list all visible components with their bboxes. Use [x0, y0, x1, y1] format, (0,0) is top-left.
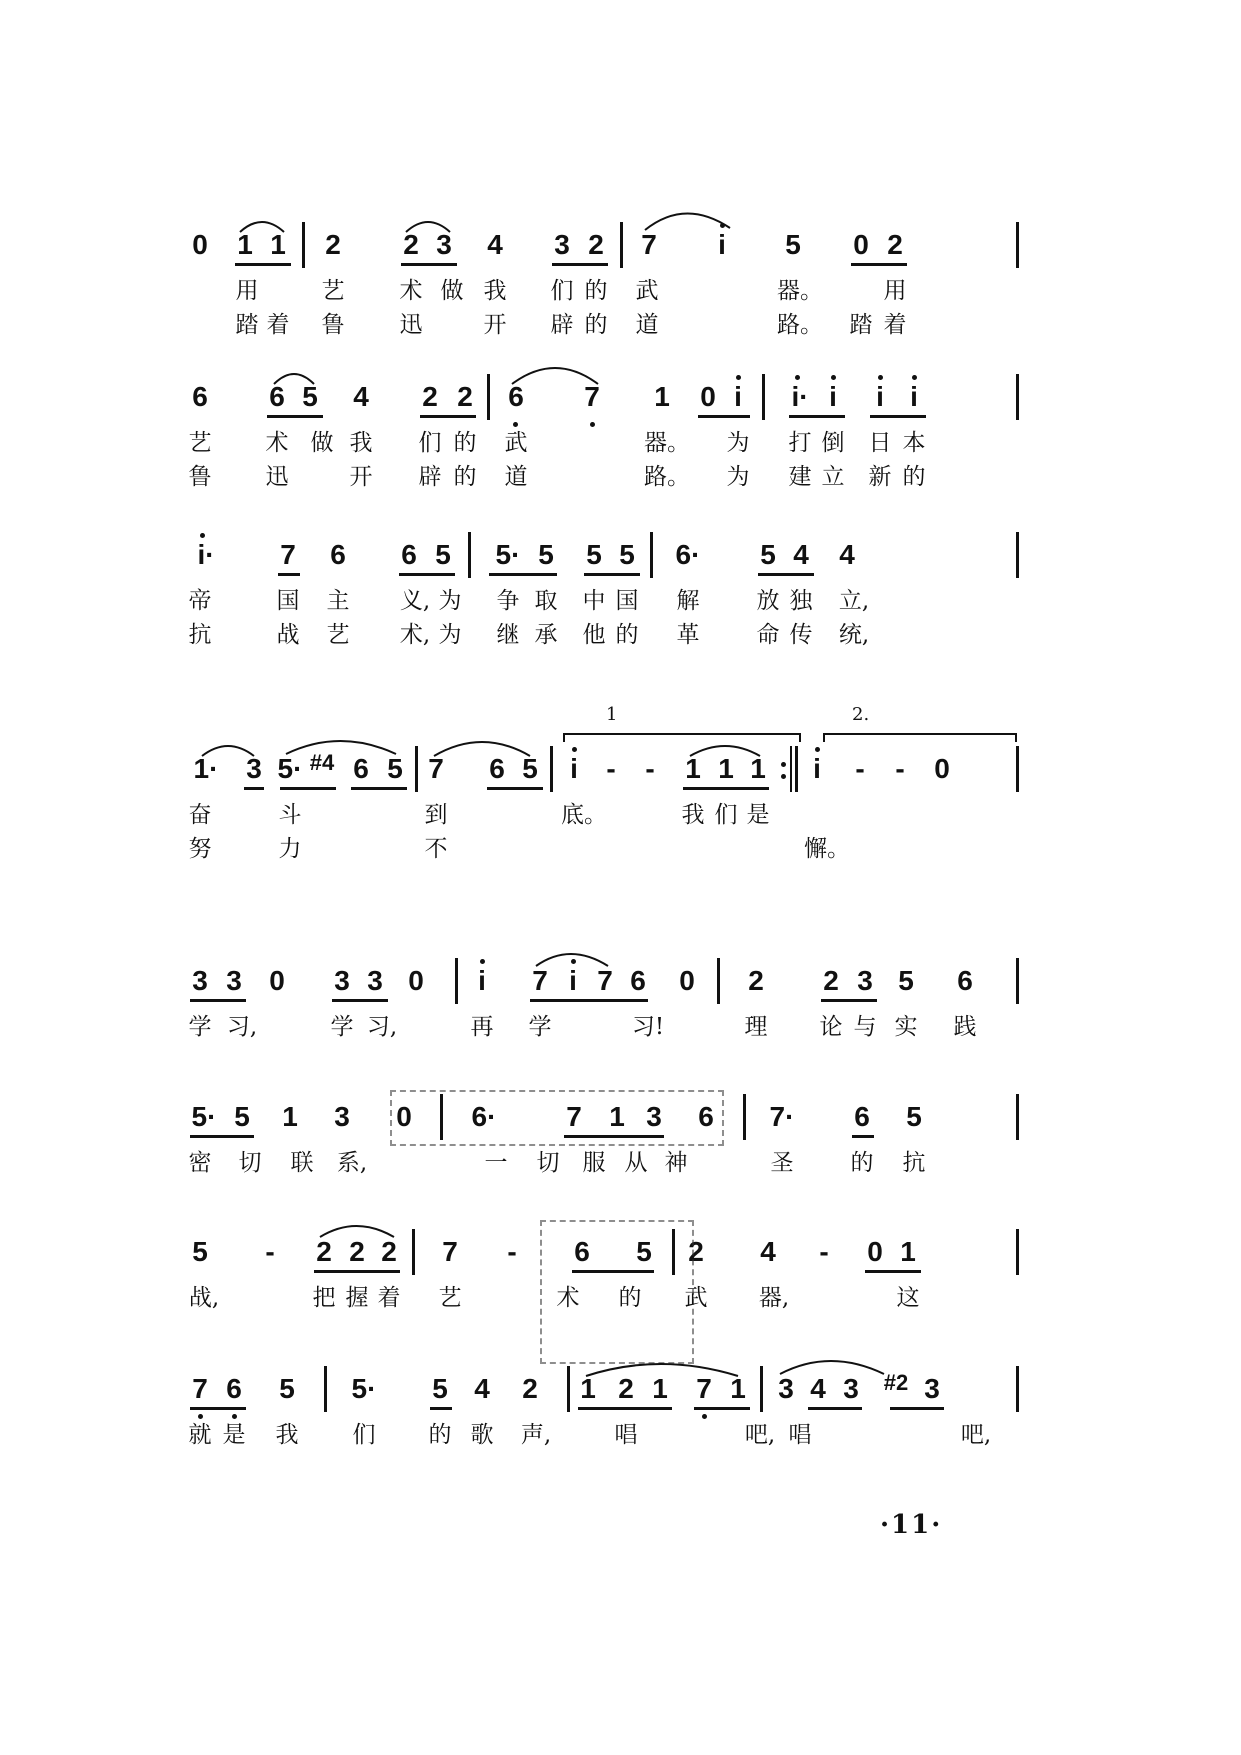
- note: 0: [867, 1236, 883, 1267]
- volta-1-label: 1: [606, 704, 618, 725]
- lyric: 着: [266, 312, 290, 338]
- lyric: 切: [238, 1150, 262, 1176]
- note: 6: [630, 965, 646, 996]
- note: 2: [403, 229, 419, 260]
- note: 7: [442, 1236, 458, 1267]
- note: 1: [718, 753, 734, 784]
- lyric: 艺: [188, 430, 212, 456]
- lyric: 为: [726, 464, 750, 490]
- note: 1: [685, 753, 701, 784]
- notes-row: [190, 370, 1020, 422]
- page-number: ·11·: [880, 1510, 943, 1540]
- lyric: 实: [894, 1014, 918, 1040]
- lyric: 道: [504, 464, 528, 490]
- note: 4: [474, 1373, 490, 1404]
- lyric: 义,: [399, 588, 431, 614]
- lyric: 学: [528, 1014, 552, 1040]
- note: 3: [367, 965, 383, 996]
- lyric: 立: [821, 464, 845, 490]
- note: 5: [538, 539, 554, 570]
- underline: [278, 573, 300, 576]
- note: i: [718, 229, 726, 260]
- lyric: 艺: [438, 1285, 462, 1311]
- lyric: 中: [582, 588, 606, 614]
- lyric: 武: [504, 430, 528, 456]
- lyric: 抗: [188, 622, 212, 648]
- note: 1: [609, 1101, 625, 1132]
- note: 5·: [351, 1373, 377, 1404]
- lyric: 奋: [188, 802, 212, 828]
- note: 6: [957, 965, 973, 996]
- lyric: 这: [896, 1285, 920, 1311]
- score-system-5: [190, 954, 1020, 1094]
- lyric: 我: [349, 430, 373, 456]
- lyric: 命: [756, 622, 780, 648]
- lyric: 们: [352, 1422, 376, 1448]
- note: 7: [192, 1373, 208, 1404]
- lyric: 的: [428, 1422, 452, 1448]
- note: 5: [636, 1236, 652, 1267]
- note: 3: [857, 965, 873, 996]
- note: 7: [696, 1373, 712, 1404]
- barline: [650, 532, 653, 578]
- note: 7: [597, 965, 613, 996]
- note: 2: [823, 965, 839, 996]
- lyric: 开: [483, 312, 507, 338]
- lyric: 辟: [550, 312, 574, 338]
- note: 5: [619, 539, 635, 570]
- lyric: 立,: [838, 588, 870, 614]
- note: 3: [246, 753, 262, 784]
- note: 1: [900, 1236, 916, 1267]
- lyric: 的: [618, 1285, 642, 1311]
- note: 6: [192, 381, 208, 412]
- note: 3: [334, 1101, 350, 1132]
- note: 5: [387, 753, 403, 784]
- lyric: 艺: [326, 622, 350, 648]
- lyric: 密: [188, 1150, 212, 1176]
- note: 2: [688, 1236, 704, 1267]
- lyric: 力: [278, 836, 302, 862]
- note: 0: [679, 965, 695, 996]
- note: 6: [854, 1101, 870, 1132]
- notes-row: [190, 528, 1020, 580]
- lyric: 日: [868, 430, 892, 456]
- note: 5·: [495, 539, 521, 570]
- note: 7: [280, 539, 296, 570]
- note: 6·: [675, 539, 701, 570]
- lyric: 我: [681, 802, 705, 828]
- lyric: 习,: [366, 1014, 398, 1040]
- lyric: 他: [582, 622, 606, 648]
- lyric: 学: [188, 1014, 212, 1040]
- note: 4: [487, 229, 503, 260]
- note: 5: [785, 229, 801, 260]
- lyric: 统,: [838, 622, 870, 648]
- note: 7: [428, 753, 444, 784]
- lyric: 神: [664, 1150, 688, 1176]
- note: #2: [883, 1370, 909, 1395]
- lyric: 鲁: [321, 312, 345, 338]
- slurs: [190, 954, 1020, 1014]
- note: 3: [554, 229, 570, 260]
- underline: [852, 1135, 874, 1138]
- lyric: 艺: [321, 278, 345, 304]
- note: 0: [192, 229, 208, 260]
- lyric: 的: [584, 312, 608, 338]
- notes-row: [190, 1362, 1020, 1414]
- note: 7: [641, 229, 657, 260]
- lyric: 把: [312, 1285, 336, 1311]
- note: 5: [435, 539, 451, 570]
- note: 2: [588, 229, 604, 260]
- lyric: 器。: [777, 278, 823, 304]
- lyric: 是: [746, 802, 770, 828]
- note: i: [570, 753, 578, 784]
- high-octave-dot: [200, 533, 205, 538]
- note: 6·: [471, 1101, 497, 1132]
- lyric: 道: [635, 312, 659, 338]
- note: 3: [843, 1373, 859, 1404]
- note: 3: [334, 965, 350, 996]
- score-system-3: [190, 528, 1020, 668]
- slurs: [190, 742, 1020, 802]
- lyric: 的: [584, 278, 608, 304]
- lyric: 取: [534, 588, 558, 614]
- lyric: 习,: [226, 1014, 258, 1040]
- lyric: 辟: [418, 464, 442, 490]
- note: 1: [652, 1373, 668, 1404]
- slurs: [190, 1225, 1020, 1285]
- lyric: 践: [953, 1014, 977, 1040]
- note: 6: [330, 539, 346, 570]
- lyric: 迅: [399, 312, 423, 338]
- lyric: 圣: [770, 1150, 794, 1176]
- barline: [743, 1094, 746, 1140]
- note: 3: [924, 1373, 940, 1404]
- note: i: [829, 381, 837, 412]
- lyric: 抗: [902, 1150, 926, 1176]
- note: 6: [269, 381, 285, 412]
- lyric: 用: [883, 278, 907, 304]
- notes-row: [190, 1225, 1020, 1277]
- lyric: 们: [714, 802, 738, 828]
- note: 5: [302, 381, 318, 412]
- notes-row: [190, 954, 1020, 1006]
- lyric: 踏: [235, 312, 259, 338]
- lyric: 努: [188, 836, 212, 862]
- lyric: 们: [418, 430, 442, 456]
- note: i: [876, 381, 884, 412]
- lyric: 系,: [336, 1150, 368, 1176]
- lyric: 迅: [265, 464, 289, 490]
- note: 4: [353, 381, 369, 412]
- note: 1: [237, 229, 253, 260]
- lyric: 武: [635, 278, 659, 304]
- note: 5: [432, 1373, 448, 1404]
- slurs: [190, 218, 1020, 278]
- lyric: 主: [326, 588, 350, 614]
- lyric: 我: [275, 1422, 299, 1448]
- note: 6: [401, 539, 417, 570]
- lyric: 唱: [614, 1422, 638, 1448]
- note: 5: [192, 1236, 208, 1267]
- lyric: 解: [676, 588, 700, 614]
- note: 0: [408, 965, 424, 996]
- lyric: 开: [349, 464, 373, 490]
- score-system-2: [190, 370, 1020, 510]
- note: 1: [654, 381, 670, 412]
- note: 4: [793, 539, 809, 570]
- barline: [1016, 1094, 1019, 1140]
- note: -: [819, 1236, 829, 1267]
- note: 2: [522, 1373, 538, 1404]
- lyric: 唱: [788, 1422, 812, 1448]
- note: -: [606, 753, 616, 784]
- lyric: 路。: [644, 464, 690, 490]
- note: 6: [574, 1236, 590, 1267]
- lyric: 独: [789, 588, 813, 614]
- note: 2: [748, 965, 764, 996]
- lyric: 一: [484, 1150, 508, 1176]
- lyric: 与: [853, 1014, 877, 1040]
- lyric: 论: [819, 1014, 843, 1040]
- note: 6: [508, 381, 524, 412]
- note: 4: [839, 539, 855, 570]
- notes-row: [190, 742, 1020, 794]
- note: 0: [934, 753, 950, 784]
- lyric: 建: [788, 464, 812, 490]
- note: i: [734, 381, 742, 412]
- lyric: 为: [438, 588, 462, 614]
- note: i·: [197, 539, 215, 570]
- lyric: 习!: [631, 1014, 665, 1040]
- lyric: 到: [424, 802, 448, 828]
- note: -: [645, 753, 655, 784]
- slurs: [190, 370, 1020, 430]
- note: 3: [778, 1373, 794, 1404]
- lyric: 打: [788, 430, 812, 456]
- lyric: 倒: [821, 430, 845, 456]
- lyric: 器。: [644, 430, 690, 456]
- note: 4: [810, 1373, 826, 1404]
- note: 1: [580, 1373, 596, 1404]
- underline: [758, 573, 814, 576]
- score-system-6: [190, 1090, 1020, 1230]
- lyric: 踏: [849, 312, 873, 338]
- lyric: 着: [377, 1285, 401, 1311]
- underline: [584, 573, 640, 576]
- lyric: 不: [424, 836, 448, 862]
- lyric: 战,: [188, 1285, 220, 1311]
- lyric: 斗: [278, 802, 302, 828]
- note: 1·: [193, 753, 219, 784]
- note: 3: [226, 965, 242, 996]
- note: 2: [618, 1373, 634, 1404]
- barline: [1016, 532, 1019, 578]
- lyric: 国: [615, 588, 639, 614]
- lyric: 握: [345, 1285, 369, 1311]
- lyric: 术: [556, 1285, 580, 1311]
- note: 0: [396, 1101, 412, 1132]
- lyric: 的: [902, 464, 926, 490]
- note: i: [569, 965, 577, 996]
- lyric: 底。: [561, 802, 607, 828]
- note: 5: [906, 1101, 922, 1132]
- lyric: 武: [684, 1285, 708, 1311]
- slurs: [190, 1362, 1020, 1422]
- lyric: 帝: [188, 588, 212, 614]
- underline: [399, 573, 455, 576]
- note: -: [855, 753, 865, 784]
- lyric: 切: [536, 1150, 560, 1176]
- lyric: 新: [868, 464, 892, 490]
- note: 0: [269, 965, 285, 996]
- note: 3: [192, 965, 208, 996]
- lyric: 联: [290, 1150, 314, 1176]
- note: 2: [325, 229, 341, 260]
- lyric: 本: [902, 430, 926, 456]
- note: 6: [353, 753, 369, 784]
- lyric: 器,: [758, 1285, 790, 1311]
- lyric: 的: [453, 464, 477, 490]
- lyric: 战: [276, 622, 300, 648]
- lyric: 的: [453, 430, 477, 456]
- lyric: 声,: [520, 1422, 552, 1448]
- notes-row: [190, 1090, 1020, 1142]
- note: 1: [750, 753, 766, 784]
- note: 2: [457, 381, 473, 412]
- score-system-7: [190, 1225, 1020, 1365]
- lyric: 继: [496, 622, 520, 648]
- note: i: [813, 753, 821, 784]
- note: 5: [898, 965, 914, 996]
- note: 1: [730, 1373, 746, 1404]
- note: 5: [522, 753, 538, 784]
- lyric: 术: [399, 278, 423, 304]
- note: i: [478, 965, 486, 996]
- score-system-8: [190, 1362, 1020, 1502]
- lyric: 从: [624, 1150, 648, 1176]
- lyric: 服: [582, 1150, 606, 1176]
- note: #4: [309, 750, 335, 775]
- note: 2: [422, 381, 438, 412]
- barline: [468, 532, 471, 578]
- lyric: 承: [534, 622, 558, 648]
- notes-row: [190, 218, 1020, 270]
- note: 0: [700, 381, 716, 412]
- note: 2: [349, 1236, 365, 1267]
- note: 5: [586, 539, 602, 570]
- note: 2: [316, 1236, 332, 1267]
- lyric: 着: [883, 312, 907, 338]
- lyric: 争: [496, 588, 520, 614]
- lyric: 吧,: [960, 1422, 992, 1448]
- lyric: 国: [276, 588, 300, 614]
- note: 7: [584, 381, 600, 412]
- note: 3: [436, 229, 452, 260]
- lyric: 为: [726, 430, 750, 456]
- note: 1: [282, 1101, 298, 1132]
- lyric: 传: [789, 622, 813, 648]
- note: -: [895, 753, 905, 784]
- lyric: 懈。: [804, 836, 850, 862]
- underline: [190, 1135, 254, 1138]
- note: 7: [566, 1101, 582, 1132]
- note: 5: [234, 1101, 250, 1132]
- lyric: 是: [222, 1422, 246, 1448]
- score-system-4: [188, 704, 1020, 882]
- note: 5·: [191, 1101, 217, 1132]
- note: 5·: [277, 753, 303, 784]
- lyric: 我: [483, 278, 507, 304]
- note: 3: [646, 1101, 662, 1132]
- note: 7: [532, 965, 548, 996]
- lyric: 歌: [470, 1422, 494, 1448]
- lyric: 学: [330, 1014, 354, 1040]
- lyric: 理: [744, 1014, 768, 1040]
- lyric: 革: [676, 622, 700, 648]
- lyric: 放: [756, 588, 780, 614]
- note: i·: [791, 381, 809, 412]
- lyric: 鲁: [188, 464, 212, 490]
- underline: [489, 573, 557, 576]
- note: 6: [489, 753, 505, 784]
- lyric: 术: [265, 430, 289, 456]
- note: -: [265, 1236, 275, 1267]
- note: 5: [279, 1373, 295, 1404]
- volta-2-label: 2.: [852, 704, 870, 725]
- note: 4: [760, 1236, 776, 1267]
- score-system-1: [190, 218, 1020, 358]
- lyric: 就: [188, 1422, 212, 1448]
- lyric: 术,: [399, 622, 431, 648]
- note: 2: [381, 1236, 397, 1267]
- note: 0: [853, 229, 869, 260]
- lyric: 再: [470, 1014, 494, 1040]
- lyric: 用: [235, 278, 259, 304]
- lyric: 路。: [777, 312, 823, 338]
- print-smudge: [390, 1090, 724, 1146]
- note: 1: [270, 229, 286, 260]
- lyric: 的: [615, 622, 639, 648]
- lyric: 做: [440, 278, 464, 304]
- note: i: [910, 381, 918, 412]
- note: -: [507, 1236, 517, 1267]
- note: 7·: [769, 1101, 795, 1132]
- lyric: 做: [310, 430, 334, 456]
- note: 2: [887, 229, 903, 260]
- lyric: 为: [438, 622, 462, 648]
- note: 6: [698, 1101, 714, 1132]
- lyric: 吧,: [744, 1422, 776, 1448]
- lyric: 的: [850, 1150, 874, 1176]
- note: 6: [226, 1373, 242, 1404]
- note: 5: [760, 539, 776, 570]
- lyric: 们: [550, 278, 574, 304]
